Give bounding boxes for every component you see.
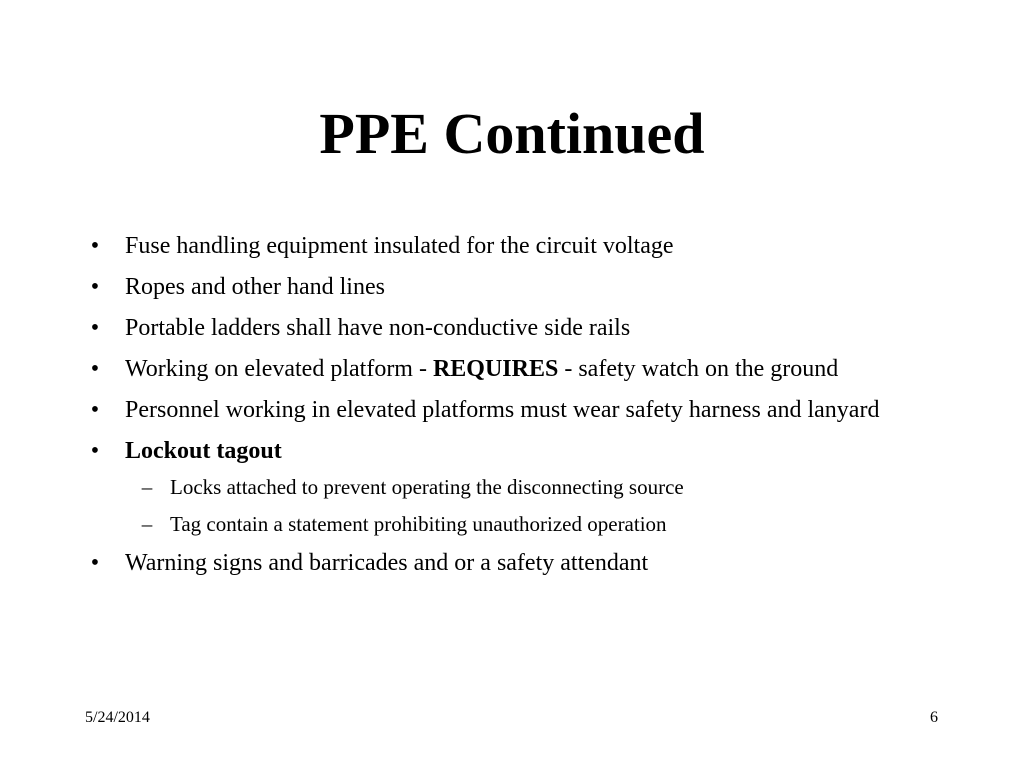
footer-date: 5/24/2014 <box>85 709 150 726</box>
bullet-item-warning-signs <box>85 546 945 580</box>
sub-bullet-item-locks <box>125 472 945 502</box>
bullet-text: Ropes and other hand lines <box>125 274 385 300</box>
bullet-text: Warning signs and barricades and or a safety attendant <box>125 550 649 576</box>
bullet-marker: • <box>90 438 100 464</box>
bullet-text-heading: Lockout tagout <box>125 438 282 464</box>
bullet-list <box>85 229 945 587</box>
bullet-text-before: Working on elevated platform - <box>125 356 433 382</box>
sub-bullet-text: Locks attached to prevent operating the disconnecting source <box>170 475 684 499</box>
bullet-item-ladders <box>85 311 945 345</box>
bullet-marker: • <box>90 397 100 423</box>
bullet-text-emphasis: REQUIRES <box>432 356 559 382</box>
bullet-text-after: - safety watch on the ground <box>558 356 839 382</box>
bullet-item-safety-harness <box>85 393 945 427</box>
sub-bullet-marker: – <box>141 512 153 536</box>
bullet-item-ropes <box>85 270 945 304</box>
bullet-text: Fuse handling equipment insulated for the circuit voltage <box>125 233 674 259</box>
bullet-item-fuse-handling <box>85 229 945 263</box>
sub-bullet-list <box>125 472 945 539</box>
bullet-marker: • <box>90 356 100 382</box>
footer-page-number: 6 <box>930 709 938 726</box>
slide-title: PPE Continued <box>319 101 705 166</box>
bullet-marker: • <box>90 315 100 341</box>
sub-bullet-item-tag <box>125 509 945 539</box>
bullet-marker: • <box>90 233 100 259</box>
sub-bullet-marker: – <box>141 475 153 499</box>
sub-bullet-text: Tag contain a statement prohibiting unauthorized operation <box>170 512 667 536</box>
bullet-text: Personnel working in elevated platforms must wear safety harness and lanyard <box>125 397 880 423</box>
bullet-item-elevated-platform <box>85 352 945 386</box>
bullet-marker: • <box>90 550 100 576</box>
bullet-item-lockout-tagout <box>85 434 945 539</box>
bullet-text: Portable ladders shall have non-conductive side rails <box>125 315 631 341</box>
bullet-marker: • <box>90 274 100 300</box>
